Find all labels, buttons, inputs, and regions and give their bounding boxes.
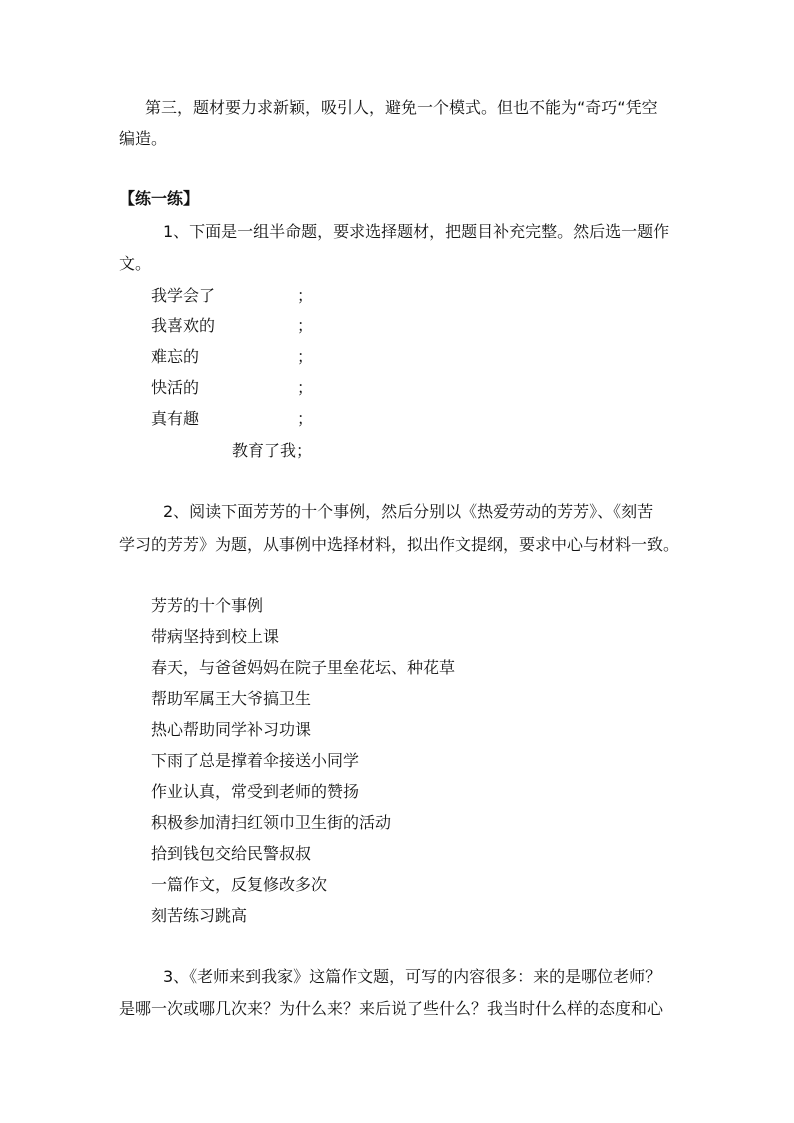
half-title-item: 我学会了 [151, 286, 216, 305]
half-title-end: ； [297, 409, 314, 428]
half-title-end: ； [297, 316, 314, 335]
examples-list-title: 芳芳的十个事例 [151, 596, 264, 615]
half-title-item: 快活的 [151, 378, 200, 397]
example-item: 春天，与爸爸妈妈在院子里垒花坛、种花草 [151, 658, 456, 677]
example-item: 带病坚持到校上课 [151, 627, 280, 646]
half-title-item: 教育了我； [232, 441, 313, 460]
question-2-line: 学习的芳芳》为题，从事例中选择材料，拟出作文提纲，要求中心与材料一致。 [119, 535, 680, 554]
half-title-item: 真有趣 [151, 409, 200, 428]
example-item: 作业认真，常受到老师的赞扬 [151, 782, 360, 801]
half-title-end: ； [297, 347, 314, 366]
section-heading: 【练一练】 [119, 189, 200, 208]
question-3-line: 是哪一次或哪几次来？为什么来？来后说了些什么？我当时什么样的态度和心 [119, 999, 664, 1018]
example-item: 下雨了总是撑着伞接送小同学 [151, 751, 360, 770]
example-item: 热心帮助同学补习功课 [151, 720, 312, 739]
example-item: 一篇作文，反复修改多次 [151, 875, 328, 894]
question-1-line: 1、下面是一组半命题，要求选择题材，把题目补充完整。然后选一题作 [163, 222, 670, 241]
half-title-item: 我喜欢的 [151, 316, 216, 335]
paragraph-line: 编造。 [119, 129, 168, 148]
half-title-end: ； [297, 286, 314, 305]
half-title-end: ； [297, 378, 314, 397]
example-item: 拾到钱包交给民警叔叔 [151, 844, 312, 863]
half-title-item: 难忘的 [151, 347, 200, 366]
example-item: 积极参加清扫红领巾卫生街的活动 [151, 813, 392, 832]
example-item: 刻苦练习跳高 [151, 906, 248, 925]
question-1-line: 文。 [119, 254, 152, 273]
paragraph-line: 第三，题材要力求新颖，吸引人，避免一个模式。但也不能为“奇巧“凭空 [145, 98, 658, 117]
question-2-line: 2、阅读下面芳芳的十个事例，然后分别以《热爱劳动的芳芳》、《刻苦 [163, 502, 654, 521]
question-3-line: 3、《老师来到我家》这篇作文题，可写的内容很多：来的是哪位老师？ [163, 967, 662, 986]
example-item: 帮助军属王大爷搞卫生 [151, 689, 312, 708]
